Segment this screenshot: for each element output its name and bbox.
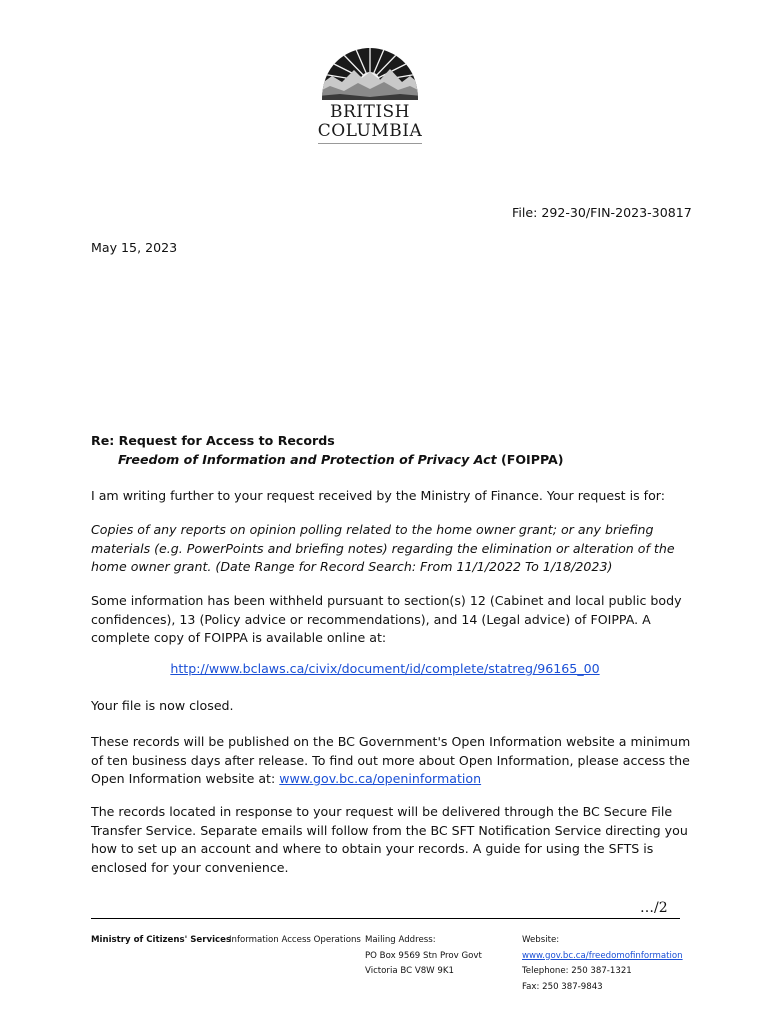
footer-mailing-address [365, 933, 482, 980]
foippa-link[interactable]: http://www.bclaws.ca/civix/document/id/complete/statreg/96165_00 [170, 661, 600, 676]
mailing-line-2: Victoria BC V8W 9K1 [365, 966, 454, 977]
mountain-sun-icon [310, 42, 430, 104]
letter-date: May 15, 2023 [91, 240, 178, 255]
logo-text-columbia: COLUMBIA [317, 121, 423, 141]
withheld-paragraph: Some information has been withheld pursuant to section(s) 12 (Cabinet and local public body confidences), 13 (Policy advice or recommendations), and 14 (Legal advice) of FOIPPA. A complete copy of FOIPPA is available online at: [91, 593, 682, 645]
bc-government-logo [310, 42, 430, 150]
telephone: Telephone: 250 387-1321 [522, 966, 632, 977]
fax: Fax: 250 387-9843 [522, 981, 603, 992]
open-information-link[interactable]: www.gov.bc.ca/openinformation [279, 771, 482, 786]
subject-line: Re: Request for Access to Records [91, 433, 335, 448]
open-information-paragraph [91, 733, 691, 789]
page-indicator: …/2 [640, 900, 668, 916]
footer-office: Information Access Operations [229, 935, 361, 945]
sft-paragraph: The records located in response to your request will be delivered through the BC Secure File Transfer Service. Separate emails will follow from the BC SFT Notification Service directing you how to set up an account and where to obtain your records. A guide for using the SFTS is enclosed for your convenience. [91, 804, 688, 875]
open-information-text: These records will be published on the BC Government's Open Information website a minimum of ten business days after release. To find out more about Open Information, please access the Open Information website at: [91, 734, 691, 786]
website-label: Website: [522, 935, 560, 945]
file-number: File: 292-30/FIN-2023-30817 [512, 205, 692, 220]
request-text: Copies of any reports on opinion polling related to the home owner grant; or any briefing materials (e.g. PowerPoints and briefing notes) regarding the elimination or alteration of the home owner grant. (Date Range for Record Search: From 11/1/2022 To 1/18/2023) [91, 522, 675, 574]
intro-paragraph: I am writing further to your request received by the Ministry of Finance. Your request is for: [91, 488, 665, 503]
act-abbreviation: (FOIPPA) [496, 452, 564, 467]
footer-website-contact [522, 933, 683, 995]
mailing-line-1: PO Box 9569 Stn Prov Govt [365, 950, 482, 961]
file-closed-paragraph: Your file is now closed. [91, 698, 234, 713]
foippa-link-row [91, 661, 679, 676]
footer-ministry: Ministry of Citizens' Services [91, 935, 232, 945]
website-link[interactable]: www.gov.bc.ca/freedomofinformation [522, 950, 683, 961]
mailing-label: Mailing Address: [365, 935, 436, 945]
logo-text-british: BRITISH [329, 102, 411, 122]
act-reference [118, 452, 564, 467]
footer-divider [91, 918, 680, 919]
act-name: Freedom of Information and Protection of Privacy Act [118, 452, 497, 467]
logo-divider [318, 143, 422, 144]
